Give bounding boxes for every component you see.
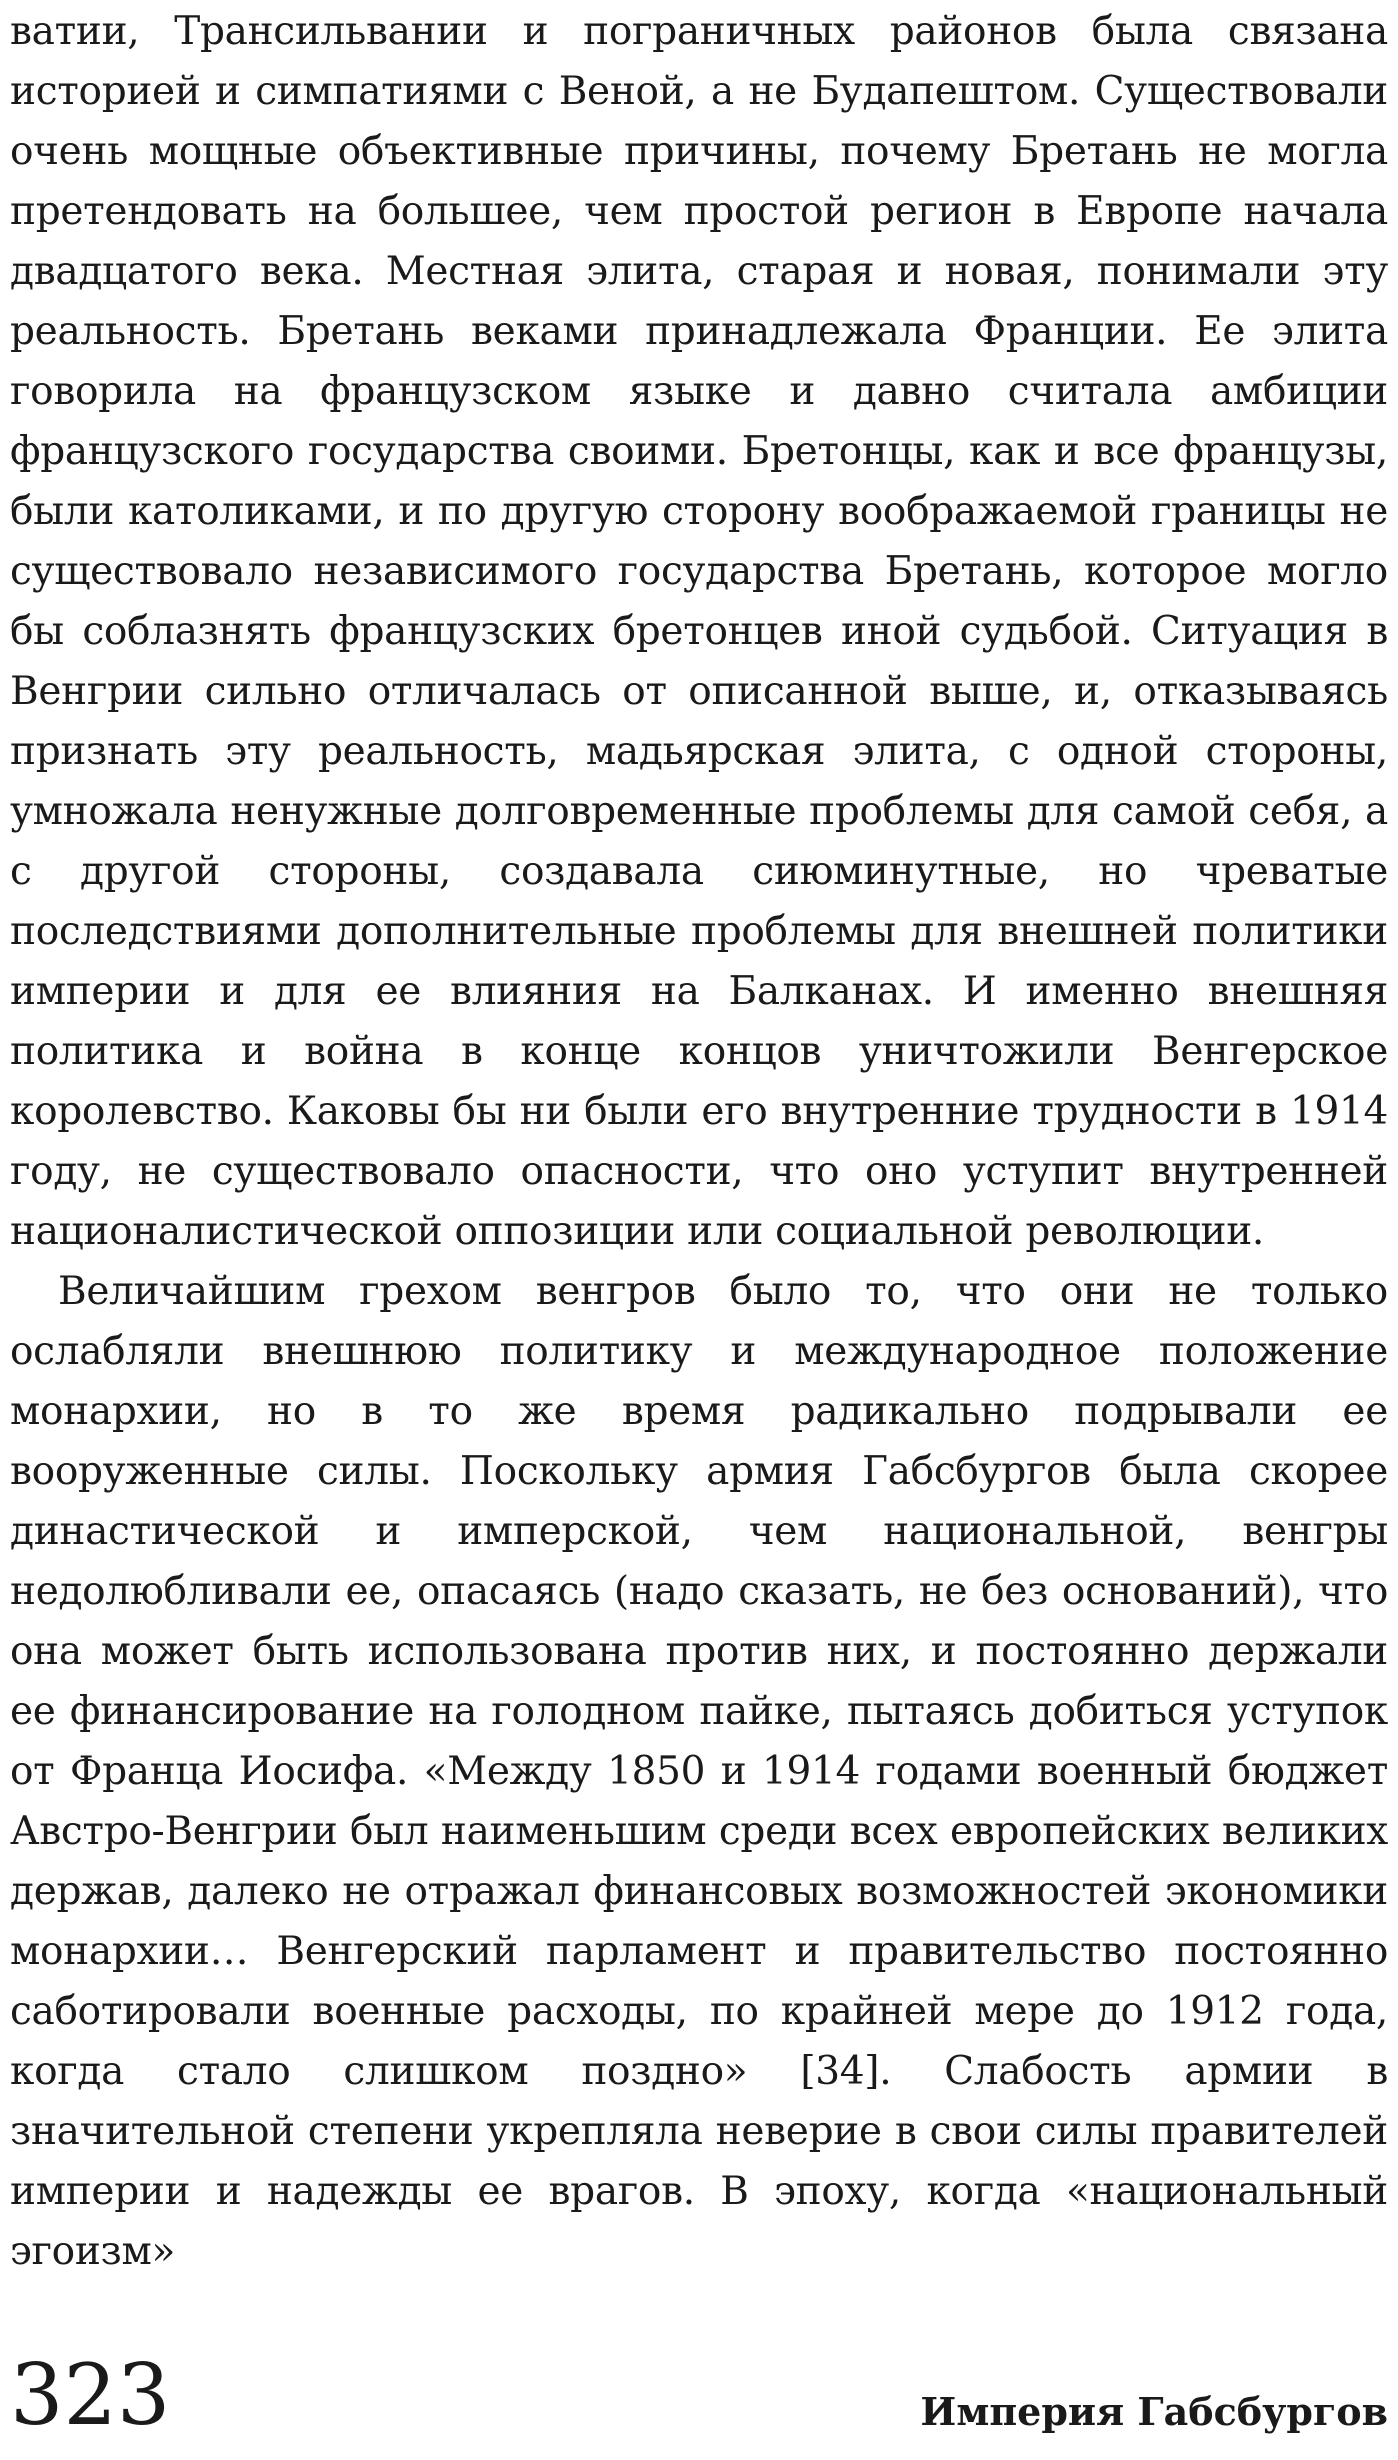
body-text [10, 2, 1388, 2282]
paragraph: Величайшим грехом венгров было то, что они не только ослабляли внешнюю политику и международное положение монархии, но в то же время радикально подрывали ее вооруженные силы. Поскольку армия Габсбургов была скорее династической и имперской, чем национальной, венгры недолюбливали ее, опасаясь (надо сказать, не без оснований), что она может быть использована против них, и постоянно держали ее финансирование на голодном пайке, пытаясь добиться уступок от Франца Иосифа. «Между 1850 и 1914 годами военный бюджет Австро-Венгрии был наименьшим среди всех европейских великих держав, далеко не отражал финансовых возможностей экономики монархии… Венгерский парламент и правительство постоянно саботировали военные расходы, по крайней мере до 1912 года, когда стало слишком поздно» [34]. Слабость армии в значительной степени укрепляла неверие в свои силы правителей империи и надежды ее врагов. В эпоху, когда «национальный эгоизм» [10, 1269, 1388, 2274]
page-footer [10, 2330, 1388, 2444]
page-number: 323 [10, 2346, 171, 2444]
running-title: Империя Габсбургов [920, 2389, 1388, 2434]
paragraph-continued: ватии, Трансильвании и пограничных районов была связана историей и симпатиями с Веной, а не Будапештом. Существовали очень мощные объективные причины, почему Бретань не могла претендовать на большее, чем простой регион в Европе начала двадцатого века. Местная элита, старая и новая, понимали эту реальность. Бретань веками принадлежала Франции. Ее элита говорила на французском языке и давно считала амбиции французского государства своими. Бретонцы, как и все французы, были католиками, и по другую сторону воображаемой границы не существовало независимого государства Бретань, которое могло бы соблазнять французских бретонцев иной судьбой. Ситуация в Венгрии сильно отличалась от описанной выше, и, отказываясь признать эту реальность, мадьярская элита, с одной стороны, умножала ненужные долговременные проблемы для самой себя, а с другой стороны, создавала сиюминутные, но чреватые последствиями дополнительные проблемы для внешней политики империи и для ее влияния на Балканах. И именно внешняя политика и война в конце концов уничтожили Венгерское королевство. Каковы бы ни были его внутренние трудности в 1914 году, не существовало опасности, что оно уступит внутренней националистической оппозиции или социальной революции. [10, 9, 1388, 1254]
